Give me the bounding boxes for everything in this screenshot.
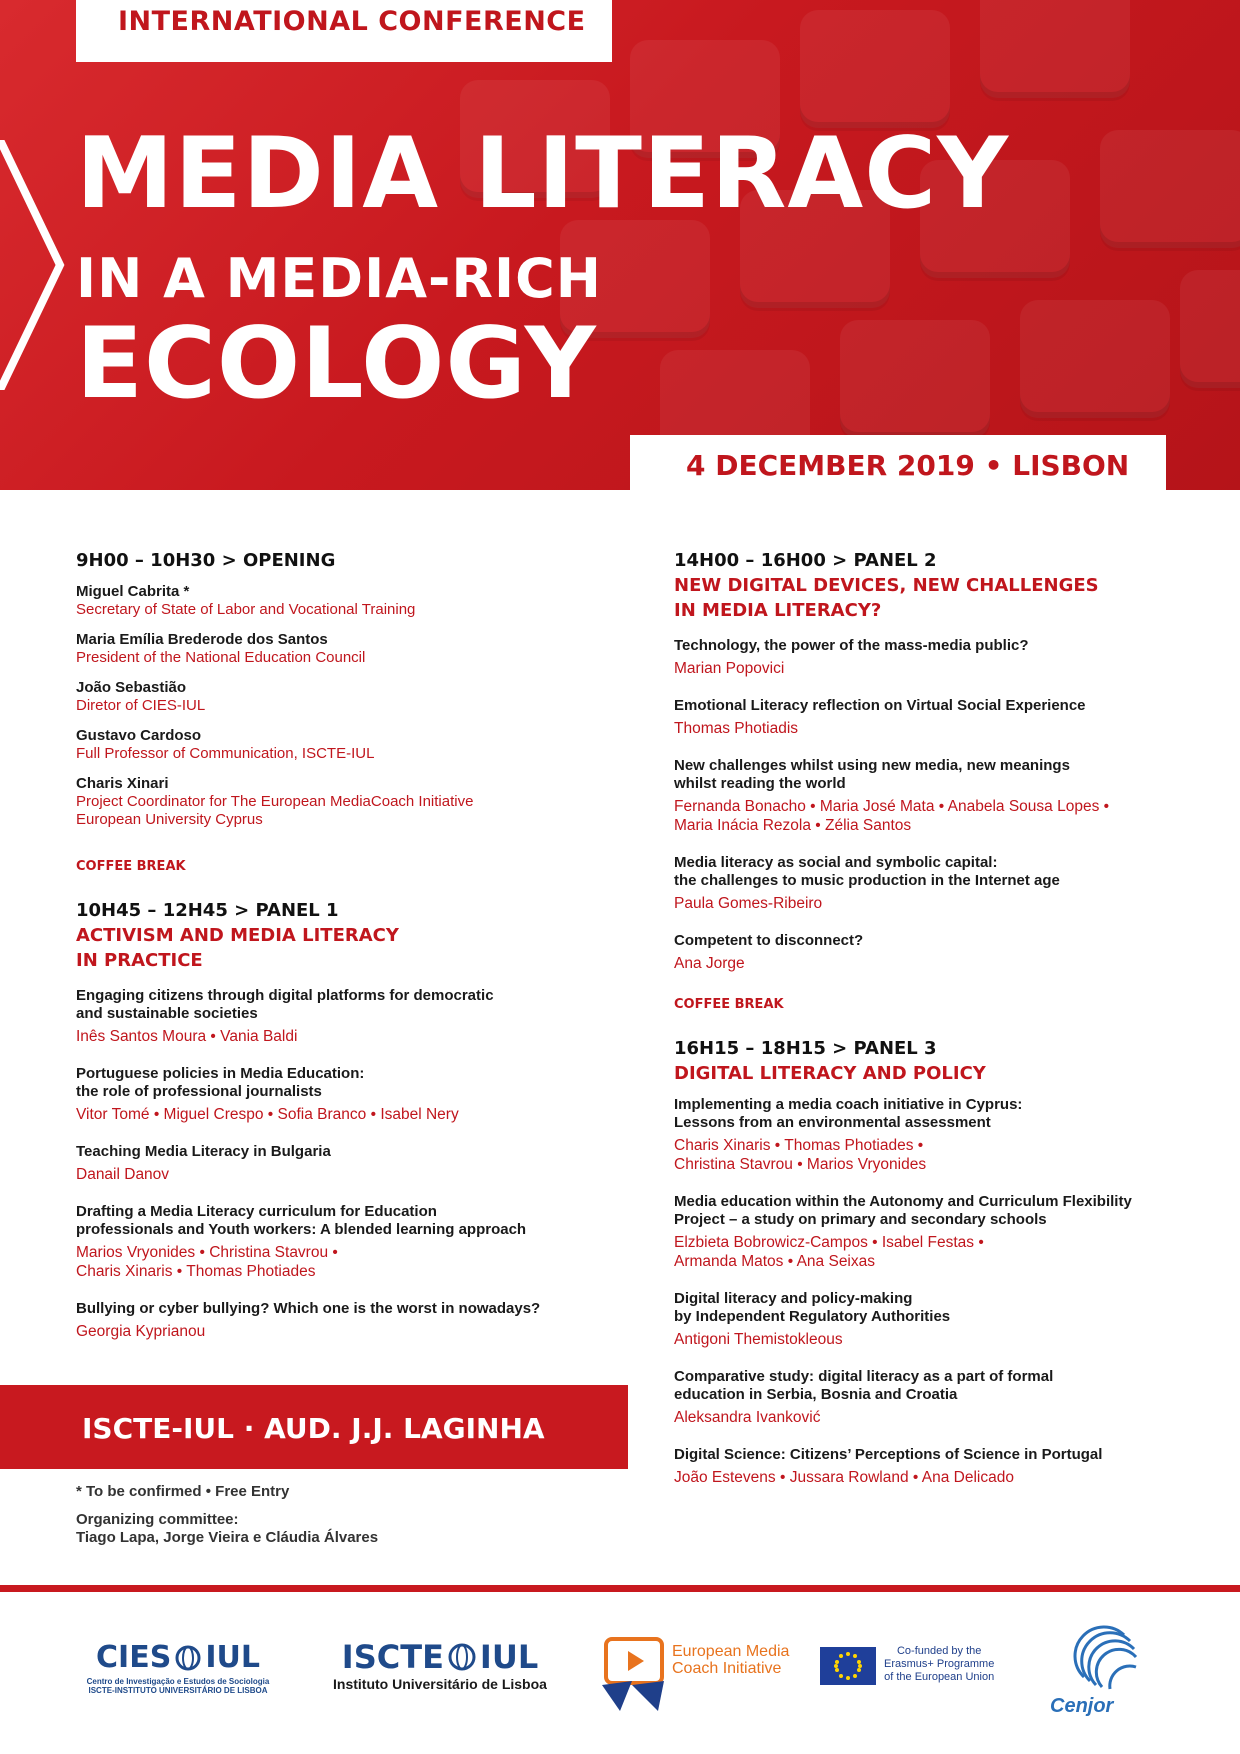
talk — [76, 1203, 596, 1281]
keyboard-key-decoration — [1100, 130, 1240, 248]
speaker — [76, 727, 596, 763]
cies-iul-logo — [78, 1640, 278, 1695]
talk-title-line2: professionals and Youth workers: A blended learning approach — [76, 1221, 527, 1238]
talk-authors: Thomas Photiadis — [674, 720, 799, 737]
talk-title: Comparative study: digital literacy as a part of formal — [674, 1368, 1054, 1385]
talk-title: Technology, the power of the mass-media public? — [674, 637, 1029, 654]
speaker — [76, 679, 596, 715]
talk-title-line2: Project – a study on primary and secondary schools — [674, 1211, 1047, 1228]
talk-authors-line2: Armanda Matos • Ana Seixas — [674, 1253, 876, 1270]
footer-divider — [0, 1585, 1240, 1592]
iscte-subtitle: Instituto Universitário de Lisboa — [333, 1676, 547, 1692]
talk — [674, 1096, 1174, 1174]
speaker — [76, 775, 596, 829]
talk-title-line2: Lessons from an environmental assessment — [674, 1114, 991, 1131]
talk — [674, 757, 1174, 835]
talk-authors: Marian Popovici — [674, 660, 785, 677]
talk-title: Implementing a media coach initiative in Cyprus: — [674, 1096, 1023, 1113]
talk-authors: Fernanda Bonacho • Maria José Mata • Anabela Sousa Lopes • — [674, 798, 1110, 815]
panel1-title: ACTIVISM AND MEDIA LITERACY — [76, 925, 399, 946]
speaker-affiliation: European University Cyprus — [76, 811, 263, 828]
talk-authors-line2: Charis Xinaris • Thomas Photiades — [76, 1263, 316, 1280]
talk-title: Media education within the Autonomy and Curriculum Flexibility — [674, 1193, 1132, 1210]
panel2-title: NEW DIGITAL DEVICES, NEW CHALLENGES — [674, 575, 1099, 596]
event-notes — [76, 1483, 378, 1547]
iscte-globe-icon — [448, 1643, 476, 1671]
talk-title-line2: the challenges to music production in the Internet age — [674, 872, 1060, 889]
talk-authors: Charis Xinaris • Thomas Photiades • — [674, 1137, 924, 1154]
talk-title: Portuguese policies in Media Education: — [76, 1065, 365, 1082]
european-media-coach-logo — [598, 1635, 808, 1715]
title-line-2: IN A MEDIA-RICH — [76, 247, 602, 310]
panel1-time: 10H45 – 12H45 > PANEL 1 — [76, 900, 339, 921]
header-banner — [0, 0, 1240, 490]
venue-label: ISCTE-IUL · AUD. J.J. LAGINHA — [82, 1412, 545, 1445]
talk — [674, 1446, 1174, 1487]
talk-authors: Antigoni Themistokleous — [674, 1331, 843, 1348]
talk-title: Drafting a Media Literacy curriculum for Education — [76, 1203, 437, 1220]
talk-title: Engaging citizens through digital platforms for democratic — [76, 987, 494, 1004]
cies-subtitle: Centro de Investigação e Estudos de Sociologia — [86, 1677, 270, 1686]
date-location: 4 DECEMBER 2019 • LISBON — [686, 449, 1130, 482]
eu-flag-icon — [820, 1647, 876, 1685]
talk — [674, 1193, 1174, 1271]
talk — [76, 1065, 596, 1124]
talk-authors: João Estevens • Jussara Rowland • Ana Delicado — [674, 1469, 1014, 1486]
speaker — [76, 631, 596, 667]
keyboard-key-decoration — [1020, 300, 1170, 418]
talk-authors-line2: Christina Stavrou • Marios Vryonides — [674, 1156, 927, 1173]
conference-label-box — [76, 0, 612, 62]
programme-left-column — [76, 550, 596, 1341]
talk-title-line2: by Independent Regulatory Authorities — [674, 1308, 951, 1325]
panel3-title: DIGITAL LITERACY AND POLICY — [674, 1063, 986, 1084]
erasmus-plus-logo — [820, 1645, 1020, 1695]
speaker-name: Miguel Cabrita * — [76, 583, 190, 600]
speaker-role: Secretary of State of Labor and Vocational Training — [76, 601, 416, 618]
keyboard-key-decoration — [1180, 270, 1240, 388]
talk — [674, 854, 1174, 913]
speaker-role: Full Professor of Communication, ISCTE-IUL — [76, 745, 375, 762]
cenjor-logo — [1050, 1625, 1170, 1725]
conference-label: INTERNATIONAL CONFERENCE — [118, 6, 586, 37]
panel1-title-line2: IN PRACTICE — [76, 950, 203, 971]
iscte-iul-text: IUL — [479, 1638, 539, 1676]
talk-authors: Elzbieta Bobrowicz-Campos • Isabel Festas • — [674, 1234, 984, 1251]
opening-time: 9H00 – 10H30 > OPENING — [76, 550, 336, 571]
talk-title: Competent to disconnect? — [674, 932, 864, 949]
talk-authors-line2: Maria Inácia Rezola • Zélia Santos — [674, 817, 912, 834]
talk-title-line2: education in Serbia, Bosnia and Croatia — [674, 1386, 958, 1403]
keyboard-key-decoration — [840, 320, 990, 438]
talk — [674, 932, 1174, 973]
talk-title-line2: and sustainable societies — [76, 1005, 258, 1022]
talk — [674, 697, 1174, 738]
talk-authors: Aleksandra Ivanković — [674, 1409, 821, 1426]
coffee-break-label: COFFEE BREAK — [674, 997, 784, 1012]
iscte-logo-text: ISCTE — [341, 1638, 444, 1676]
eu-text-line2: Erasmus+ Programme — [884, 1658, 995, 1670]
coffee-break-label: COFFEE BREAK — [76, 859, 186, 874]
cenjor-mark-icon — [1072, 1625, 1142, 1695]
talk — [674, 1368, 1174, 1427]
talk — [674, 637, 1174, 678]
media-coach-icon — [598, 1635, 668, 1713]
committee-names: Tiago Lapa, Jorge Vieira e Cláudia Álvares — [76, 1529, 379, 1546]
eu-text-line1: Co-funded by the — [896, 1645, 982, 1657]
talk-authors: Marios Vryonides • Christina Stavrou • — [76, 1244, 338, 1261]
committee-label: Organizing committee: — [76, 1511, 239, 1528]
talk — [76, 1143, 596, 1184]
date-location-box — [630, 435, 1166, 490]
title-line-3: ECOLOGY — [76, 307, 597, 421]
title-line-1: MEDIA LITERACY — [76, 117, 1010, 231]
talk-title-line2: the role of professional journalists — [76, 1083, 322, 1100]
cies-globe-icon — [175, 1645, 201, 1671]
eu-text-line3: of the European Union — [884, 1671, 995, 1683]
talk-authors: Danail Danov — [76, 1166, 170, 1183]
speaker-role: Diretor of CIES-IUL — [76, 697, 206, 714]
cenjor-text: Cenjor — [1050, 1695, 1114, 1717]
speaker-name: João Sebastião — [76, 679, 187, 696]
programme-right-column — [674, 550, 1174, 1487]
talk-authors: Ana Jorge — [674, 955, 745, 972]
speaker-name: Maria Emília Brederode dos Santos — [76, 631, 328, 648]
panel2-time: 14H00 – 16H00 > PANEL 2 — [674, 550, 937, 571]
talk-title-line2: whilst reading the world — [674, 775, 846, 792]
speaker-role: President of the National Education Council — [76, 649, 366, 666]
keyboard-key-decoration — [980, 0, 1130, 98]
talk-title: Digital literacy and policy-making — [674, 1290, 913, 1307]
emc-title-line2: Coach Initiative — [672, 1660, 782, 1677]
talk — [76, 987, 596, 1046]
emc-title-line1: European Media — [672, 1643, 790, 1660]
talk-authors: Inês Santos Moura • Vania Baldi — [76, 1028, 298, 1045]
talk-title: Media literacy as social and symbolic capital: — [674, 854, 998, 871]
talk-authors: Georgia Kyprianou — [76, 1323, 206, 1340]
cies-logo-text: CIES — [96, 1640, 172, 1675]
talk-authors: Vitor Tomé • Miguel Crespo • Sofia Branco • Isabel Nery — [76, 1106, 459, 1123]
venue-banner — [0, 1385, 628, 1469]
talk-title: Bullying or cyber bullying? Which one is the worst in nowadays? — [76, 1300, 541, 1317]
talk-authors: Paula Gomes-Ribeiro — [674, 895, 823, 912]
iscte-iul-logo — [325, 1638, 555, 1692]
speaker-name: Charis Xinari — [76, 775, 169, 792]
keyboard-key-decoration — [800, 10, 950, 128]
speaker-name: Gustavo Cardoso — [76, 727, 202, 744]
speaker-role: Project Coordinator for The European MediaCoach Initiative — [76, 793, 474, 810]
talk-title: Digital Science: Citizens’ Perceptions of Science in Portugal — [674, 1446, 1103, 1463]
talk-title: Emotional Literacy reflection on Virtual Social Experience — [674, 697, 1086, 714]
panel3-time: 16H15 – 18H15 > PANEL 3 — [674, 1038, 937, 1059]
cies-subtitle-2: ISCTE-INSTITUTO UNIVERSITÁRIO DE LISBOA — [88, 1686, 268, 1695]
panel2-title-line2: IN MEDIA LITERACY? — [674, 600, 882, 621]
confirmation-note: * To be confirmed • Free Entry — [76, 1483, 290, 1500]
talk — [674, 1290, 1174, 1349]
chevron-decoration — [0, 140, 72, 390]
speaker — [76, 583, 596, 619]
talk-title: New challenges whilst using new media, new meanings — [674, 757, 1070, 774]
cies-iul-text: IUL — [205, 1640, 260, 1675]
talk — [76, 1300, 596, 1341]
talk-title: Teaching Media Literacy in Bulgaria — [76, 1143, 331, 1160]
